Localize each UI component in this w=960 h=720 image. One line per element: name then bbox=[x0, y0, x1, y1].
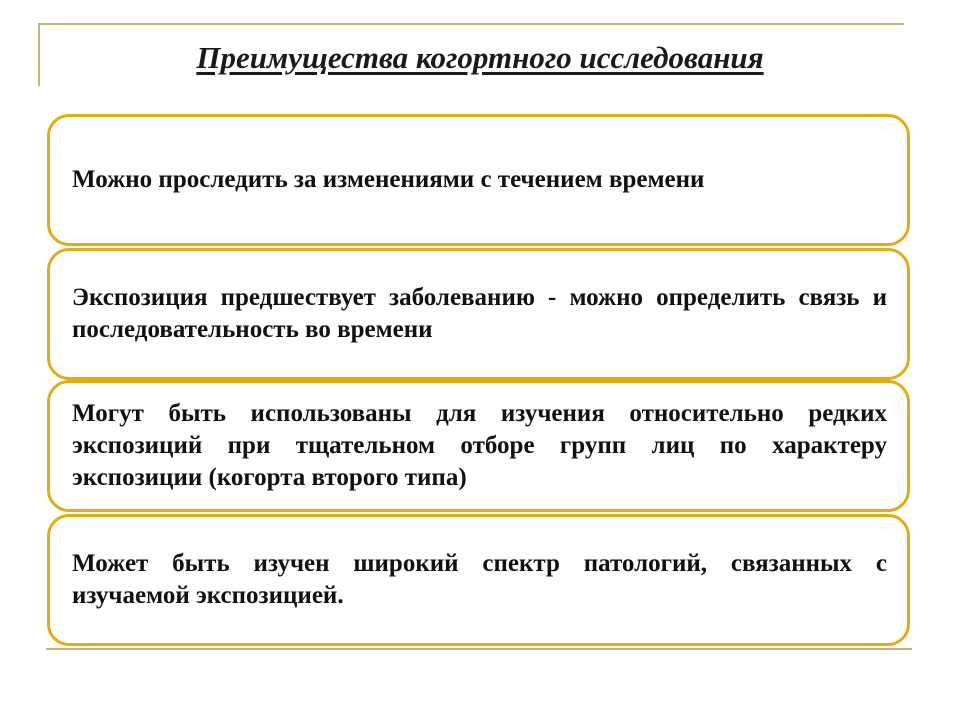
frame-bottom-line bbox=[46, 648, 912, 650]
advantage-text-3: Могут быть использованы для изучения относительно редких экспозиций при тщательном отборе групп лиц по характеру экспозиции (когорта второго типа) bbox=[72, 400, 887, 491]
advantage-box-2 bbox=[47, 248, 910, 380]
slide-title: Преимущества когортного исследования bbox=[196, 40, 764, 75]
advantage-box-1 bbox=[47, 114, 910, 246]
advantage-box-4 bbox=[47, 514, 910, 646]
advantage-text-2: Экспозиция предшествует заболеванию - можно определить связь и последовательность во времени bbox=[72, 284, 887, 343]
advantage-text-1: Можно проследить за изменениями с течением времени bbox=[72, 166, 705, 193]
frame-top-line bbox=[38, 23, 904, 25]
advantage-box-3 bbox=[47, 380, 910, 512]
advantage-text-4: Может быть изучен широкий спектр патологий, связанных с изучаемой экспозицией. bbox=[72, 550, 887, 609]
